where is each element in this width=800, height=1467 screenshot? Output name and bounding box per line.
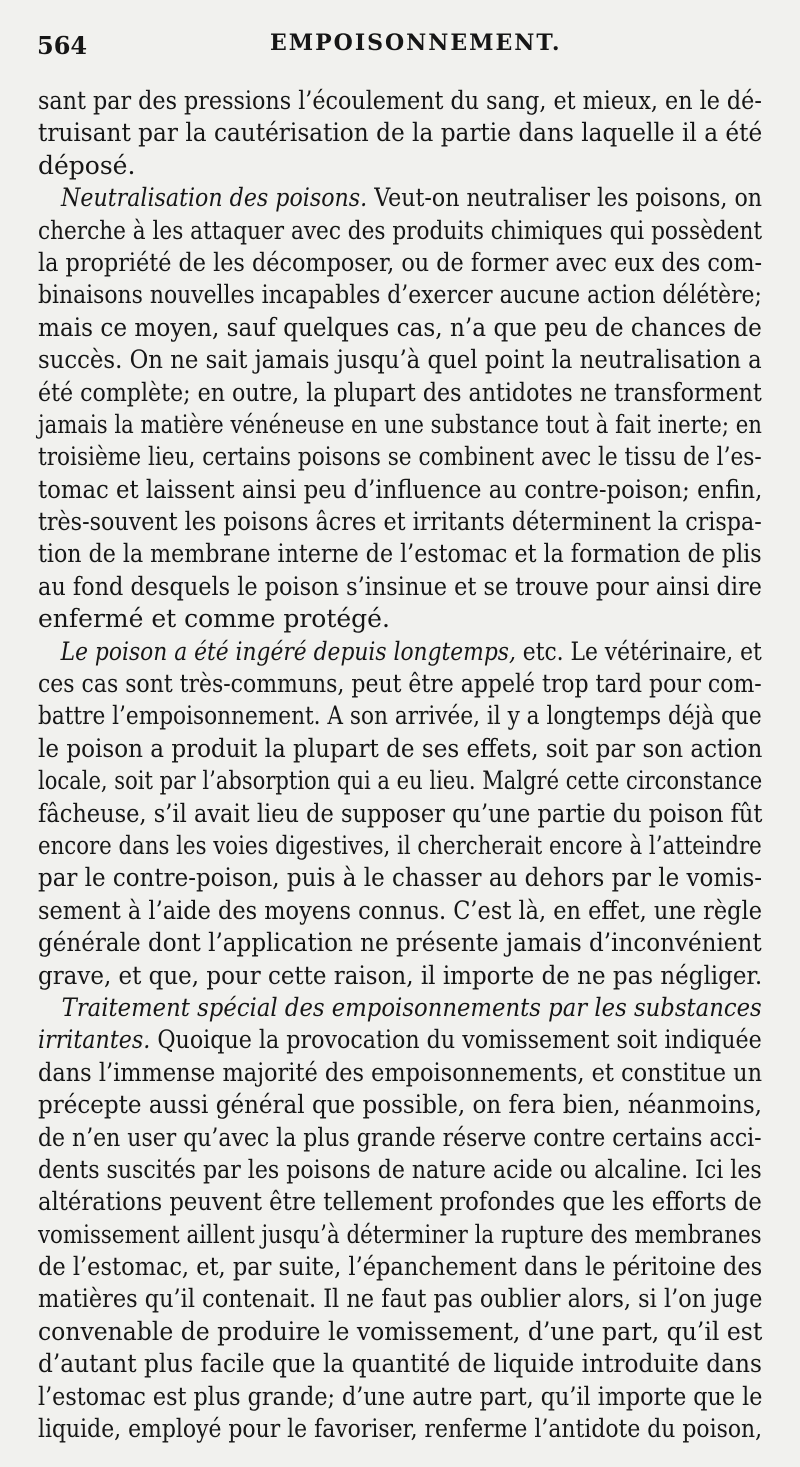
text-line: au fond desquels le poison s’insinue et se trouve pour ainsi dire	[38, 571, 762, 601]
text-line: altérations peuvent être tellement profondes que les efforts de	[38, 1187, 762, 1217]
text-line: été complète; en outre, la plupart des antidotes ne transforment	[38, 377, 762, 407]
text-line: tion de la membrane interne de l’estomac et la formation de plis	[38, 539, 762, 569]
text-line: précepte aussi général que possible, on fera bien, néanmoins,	[38, 1090, 762, 1120]
text-line: sement à l’aide des moyens connus. C’est là, en effet, une règle	[38, 895, 762, 925]
text-line: mais ce moyen, sauf quelques cas, n’a que peu de chances de	[38, 312, 762, 342]
text-line: sant par des pressions l’écoulement du sang, et mieux, en le dé-	[38, 86, 762, 115]
text-line: enfermé et comme protégé.	[38, 604, 390, 634]
text-line: cherche à les attaquer avec des produits chimiques qui possèdent	[38, 215, 763, 245]
text-line: ces cas sont très-communs, peut être appelé trop tard pour com-	[38, 669, 762, 699]
text-line: battre l’empoisonnement. A son arrivée, il y a longtemps déjà que	[38, 701, 762, 731]
text-line: de l’estomac, et, par suite, l’épanchement dans le péritoine des	[38, 1252, 763, 1282]
text-line: convenable de produire le vomissement, d’une part, qu’il est	[38, 1316, 763, 1346]
text-line: jamais la matière vénéneuse en une substance tout à fait inerte; en	[38, 409, 762, 439]
text-line: matières qu’il contenait. Il ne faut pas oublier alors, si l’on juge	[38, 1284, 763, 1314]
body-text	[38, 85, 762, 1445]
text-line: par le contre-poison, puis à le chasser au dehors par le vomis-	[38, 863, 763, 893]
text-line: Traitement spécial des empoisonnements par les substances	[61, 992, 762, 1022]
text-line: truisant par la cautérisation de la partie dans laquelle il a été	[38, 118, 763, 148]
text-line: liquide, employé pour le favoriser, renferme l’antidote du poison,	[38, 1414, 763, 1444]
text-line: très-souvent les poisons âcres et irritants déterminent la crispa-	[38, 507, 762, 537]
text-line: Le poison a été ingéré depuis longtemps, etc. Le vétérinaire, et	[60, 636, 762, 666]
text-line: dans l’immense majorité des empoisonnements, et constitue un	[38, 1057, 763, 1087]
text-line: d’autant plus facile que la quantité de liquide introduite dans	[38, 1349, 762, 1379]
text-line: de n’en user qu’avec la plus grande réserve contre certains acci-	[38, 1122, 762, 1152]
text-line: Neutralisation des poisons. Veut-on neutraliser les poisons, on	[61, 183, 763, 213]
text-line: la propriété de les décomposer, ou de former avec eux des com-	[38, 247, 763, 277]
text-line: succès. On ne sait jamais jusqu’à quel point la neutralisation a	[38, 345, 762, 375]
text-line: binaisons nouvelles incapables d’exercer aucune action délétère;	[38, 280, 762, 310]
text-line: déposé.	[38, 150, 136, 180]
text-line: troisième lieu, certains poisons se combinent avec le tissu de l’es-	[38, 442, 762, 472]
text-line: locale, soit par l’absorption qui a eu lieu. Malgré cette circonstance	[38, 766, 763, 796]
text-line: encore dans les voies digestives, il chercherait encore à l’atteindre	[38, 830, 762, 860]
text-line: l’estomac est plus grande; d’une autre part, qu’il importe que le	[38, 1381, 763, 1411]
text-line: tomac et laissent ainsi peu d’influence au contre-poison; enfin,	[38, 474, 763, 504]
text-line: irritantes. Quoique la provocation du vomissement soit indiquée	[38, 1025, 762, 1055]
text-line: générale dont l’application ne présente jamais d’inconvénient	[38, 928, 762, 958]
text-line: vomissement aillent jusqu’à déterminer la rupture des membranes	[38, 1219, 762, 1249]
running-head: EMPOISONNEMENT.	[270, 30, 562, 56]
text-line: fâcheuse, s’il avait lieu de supposer qu’une partie du poison fût	[38, 798, 763, 828]
text-line: grave, et que, pour cette raison, il importe de ne pas négliger.	[38, 960, 763, 990]
text-line: le poison a produit la plupart de ses effets, soit par son action	[38, 733, 763, 763]
page-number: 564	[37, 31, 88, 60]
text-line: dents suscités par les poisons de nature acide ou alcaline. Ici les	[38, 1154, 762, 1184]
